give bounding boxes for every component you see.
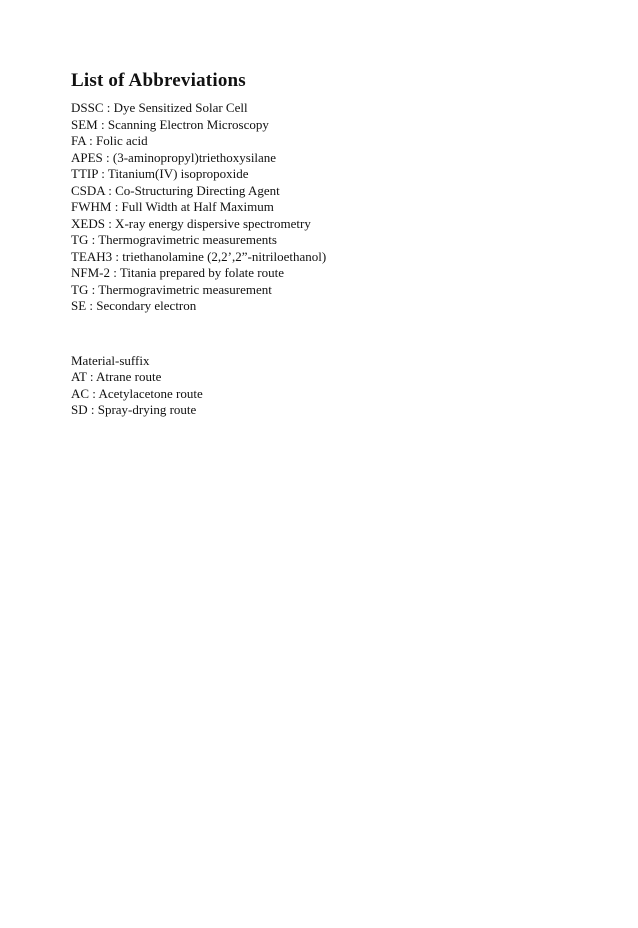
- suffix-list: [71, 369, 591, 419]
- list-item: FA : Folic acid: [71, 133, 148, 148]
- list-item: APES : (3-aminopropyl)triethoxysilane: [71, 149, 277, 165]
- list-item: AT : Atrane route: [71, 369, 162, 384]
- list-item: TG : Thermogravimetric measurements: [71, 232, 277, 247]
- list-item: DSSC : Dye Sensitized Solar Cell: [71, 100, 248, 115]
- abbreviation-list: [71, 100, 591, 315]
- list-item: SEM : Scanning Electron Microscopy: [71, 116, 269, 132]
- list-item: CSDA : Co-Structuring Directing Agent: [71, 182, 280, 198]
- list-item: SE : Secondary electron: [71, 298, 197, 313]
- page-title: List of Abbreviations: [71, 70, 246, 91]
- list-item: XEDS : X-ray energy dispersive spectrometry: [71, 215, 311, 231]
- list-item: TEAH3 : triethanolamine (2,2’,2”-nitriloethanol): [71, 248, 327, 264]
- document-page: [71, 68, 591, 419]
- list-item: TTIP : Titanium(IV) isopropoxide: [71, 166, 249, 181]
- suffix-heading: Material-suffix: [71, 352, 150, 368]
- list-item: NFM-2 : Titania prepared by folate route: [71, 265, 285, 280]
- section-spacer: [71, 315, 591, 353]
- list-item: AC : Acetylacetone route: [71, 385, 203, 401]
- list-item: SD : Spray-drying route: [71, 402, 197, 417]
- list-item: FWHM : Full Width at Half Maximum: [71, 199, 274, 214]
- list-item: TG : Thermogravimetric measurement: [71, 281, 272, 297]
